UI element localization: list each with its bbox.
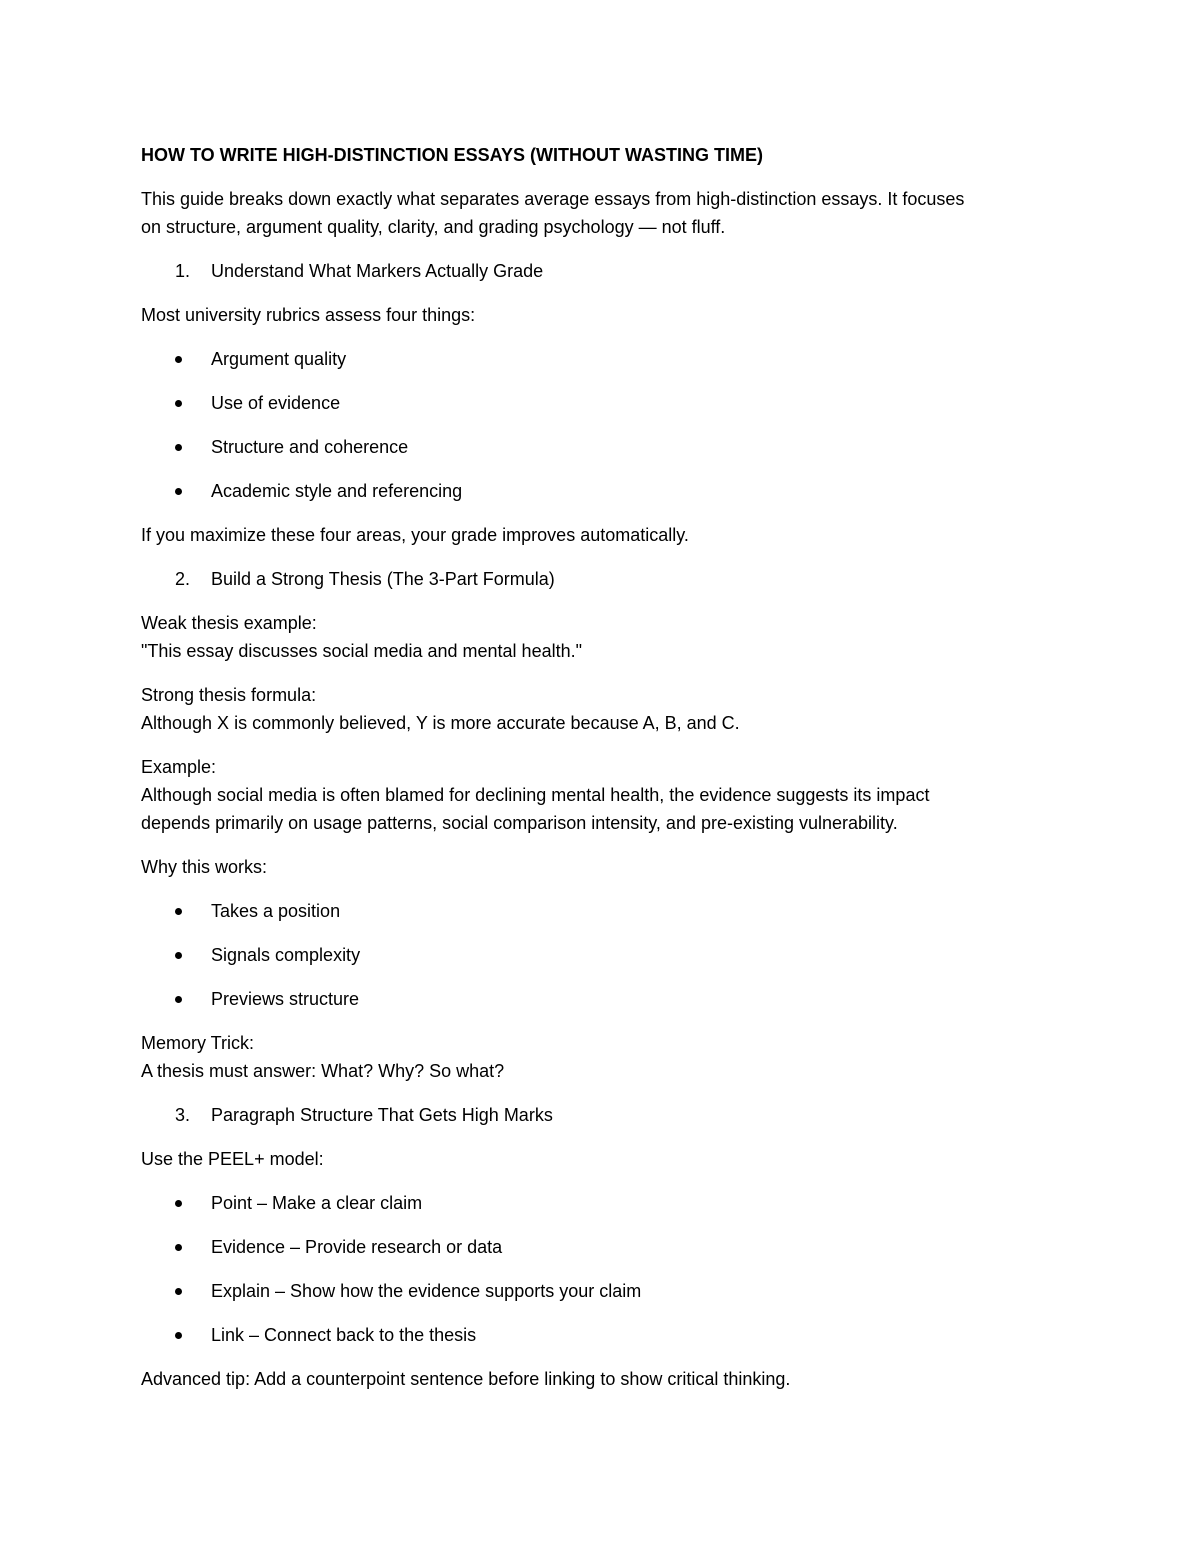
list-item-text: Link – Connect back to the thesis [211, 1325, 477, 1345]
bullet-icon [175, 356, 182, 363]
strong-thesis-text: Although X is commonly believed, Y is more accurate because A, B, and C. [141, 713, 740, 733]
list-item [141, 897, 1041, 925]
bullet-icon [175, 1244, 182, 1251]
rubric-list [141, 345, 1041, 505]
list-item-text: Explain – Show how the evidence supports your claim [211, 1281, 642, 1301]
bullet-icon [175, 400, 182, 407]
section-heading-2 [141, 565, 1041, 593]
memory-trick-label: Memory Trick: [141, 1033, 255, 1053]
bullet-icon [175, 996, 182, 1003]
list-item-text: Previews structure [211, 989, 360, 1009]
section-number: 2. [175, 569, 191, 589]
list-item [141, 345, 1041, 373]
bullet-icon [175, 1332, 182, 1339]
list-item [141, 477, 1041, 505]
section-number: 3. [175, 1105, 191, 1125]
peel-list [141, 1189, 1041, 1349]
section-3-lead: Use the PEEL+ model: [141, 1149, 324, 1169]
intro-paragraph [141, 185, 1041, 241]
example-line: Although social media is often blamed for declining mental health, the evidence suggests its impact [141, 785, 930, 805]
advanced-tip: Advanced tip: Add a counterpoint sentence before linking to show critical thinking. [141, 1369, 791, 1389]
why-list [141, 897, 1041, 1013]
list-item [141, 389, 1041, 417]
list-item [141, 1321, 1041, 1349]
list-item-text: Takes a position [211, 901, 341, 921]
weak-thesis-block [141, 609, 1041, 665]
intro-line: on structure, argument quality, clarity, and grading psychology — not fluff. [141, 217, 726, 237]
list-item [141, 941, 1041, 969]
example-line: depends primarily on usage patterns, social comparison intensity, and pre-existing vulnerability. [141, 813, 898, 833]
list-item-text: Evidence – Provide research or data [211, 1237, 503, 1257]
bullet-icon [175, 444, 182, 451]
bullet-icon [175, 488, 182, 495]
list-item [141, 985, 1041, 1013]
intro-line: This guide breaks down exactly what separates average essays from high-distinction essays. It focuses [141, 189, 965, 209]
strong-thesis-label: Strong thesis formula: [141, 685, 317, 705]
weak-thesis-label: Weak thesis example: [141, 613, 317, 633]
section-heading-text: Paragraph Structure That Gets High Marks [211, 1105, 553, 1125]
bullet-icon [175, 908, 182, 915]
section-heading-text: Build a Strong Thesis (The 3-Part Formula) [211, 569, 555, 589]
bullet-icon [175, 1200, 182, 1207]
list-item-text: Point – Make a clear claim [211, 1193, 423, 1213]
list-item-text: Signals complexity [211, 945, 361, 965]
example-label: Example: [141, 757, 217, 777]
section-1-lead: Most university rubrics assess four things: [141, 305, 476, 325]
weak-thesis-text: "This essay discusses social media and mental health." [141, 641, 582, 661]
list-item [141, 1189, 1041, 1217]
section-number: 1. [175, 261, 191, 281]
section-heading-3 [141, 1101, 1041, 1129]
example-block [141, 753, 1041, 837]
list-item-text: Academic style and referencing [211, 481, 463, 501]
list-item [141, 1277, 1041, 1305]
list-item [141, 433, 1041, 461]
why-label: Why this works: [141, 857, 268, 877]
bullet-icon [175, 952, 182, 959]
memory-trick-text: A thesis must answer: What? Why? So what? [141, 1061, 505, 1081]
strong-thesis-block [141, 681, 1041, 737]
bullet-icon [175, 1288, 182, 1295]
list-item [141, 1233, 1041, 1261]
section-heading-text: Understand What Markers Actually Grade [211, 261, 544, 281]
list-item-text: Use of evidence [211, 393, 341, 413]
section-1-closing: If you maximize these four areas, your grade improves automatically. [141, 525, 689, 545]
memory-trick-block [141, 1029, 1041, 1085]
list-item-text: Argument quality [211, 349, 347, 369]
list-item-text: Structure and coherence [211, 437, 409, 457]
section-heading-1 [141, 257, 1041, 285]
document-body [141, 141, 1041, 1393]
document-title: HOW TO WRITE HIGH-DISTINCTION ESSAYS (WITHOUT WASTING TIME) [141, 145, 763, 165]
